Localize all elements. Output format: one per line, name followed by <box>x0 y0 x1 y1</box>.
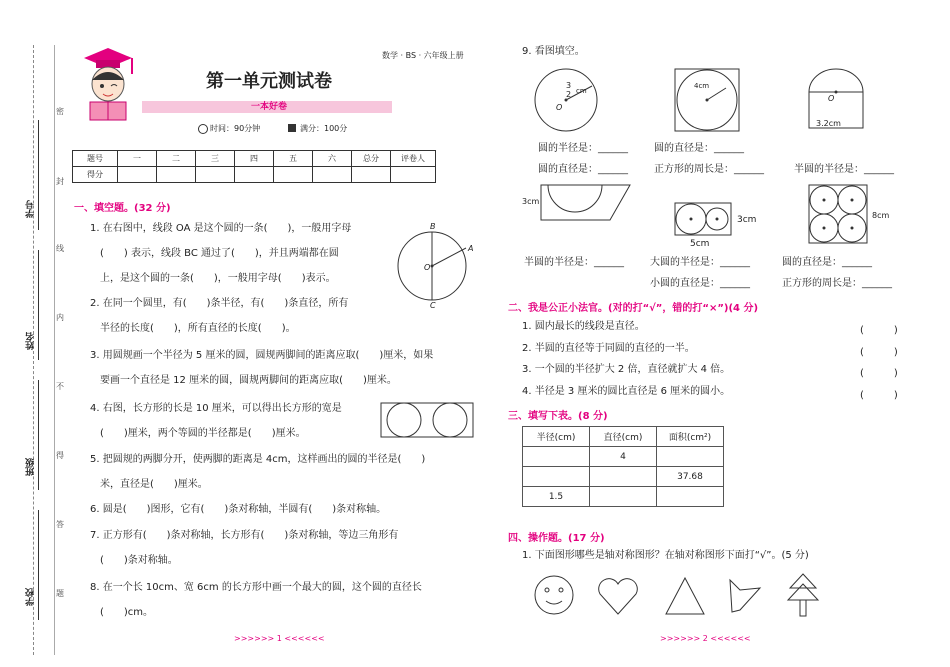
table-cell[interactable] <box>523 467 590 487</box>
width-label: 3.2cm <box>816 119 841 128</box>
table-cell[interactable] <box>657 447 724 467</box>
school-label: 学校 <box>26 588 36 606</box>
binding-char: 不 <box>56 382 64 391</box>
score-input[interactable] <box>274 167 313 183</box>
table-header: 半径(cm) <box>523 427 590 447</box>
question-line: 8. 在一个长 10cm、宽 6cm 的长方形中画一个最大的圆，这个圆的直径长 <box>90 582 422 593</box>
table-cell[interactable] <box>590 467 657 487</box>
binding-char: 密 <box>56 107 64 116</box>
binding-char: 封 <box>56 177 64 186</box>
question-line: 要画一个直径是 12 厘米的圆，圆规两脚间的距离应取( )厘米。 <box>100 375 397 386</box>
table-cell: 五 <box>274 151 313 167</box>
question-line: 2. 在同一个圆里，有( )条半径，有( )条直径，所有 <box>90 298 349 309</box>
point-label-a: A <box>468 244 474 253</box>
trapezoid-semicircle-figure <box>540 184 632 224</box>
judge-item: 2. 半圆的直径等于同圆的直径的一半。 <box>522 343 695 354</box>
class-line[interactable] <box>38 380 39 490</box>
diameter-label: 4cm <box>694 82 710 90</box>
score-input[interactable] <box>391 167 436 183</box>
name-line[interactable] <box>38 250 39 360</box>
table-cell[interactable] <box>523 447 590 467</box>
question-line: 1. 在右图中，线段 OA 是这个圆的一条( )，一般用字母 <box>90 223 352 234</box>
tree-icon <box>786 572 820 618</box>
table-row <box>523 447 724 467</box>
question-line: ( ) 表示，线段 BC 通过了( )，并且两端都在圆 <box>100 248 339 259</box>
binding-char: 题 <box>56 589 64 598</box>
score-input[interactable] <box>235 167 274 183</box>
student-no-line[interactable] <box>38 120 39 230</box>
binding-char: 内 <box>56 313 64 322</box>
subject-label: 数学 · BS · 六年级上册 <box>382 51 464 60</box>
smiley-face-icon <box>533 574 575 616</box>
question-line: ( )cm。 <box>100 607 154 618</box>
section-title: 三、填写下表。(8 分) <box>508 411 608 422</box>
answer-paren[interactable]: ( ) <box>860 325 898 336</box>
answer-paren[interactable]: ( ) <box>860 390 898 401</box>
blank-label: 半圆的半径是：______ <box>794 164 894 175</box>
page-number-right: >>>>>> 2 <<<<<< <box>660 634 751 643</box>
class-label: 班级 <box>26 458 36 476</box>
answer-paren[interactable]: ( ) <box>860 347 898 358</box>
blank-label: 圆的直径是：______ <box>538 164 628 175</box>
question-line: 上，是这个圆的一条( )，一般用字母( )表示。 <box>100 273 336 284</box>
radius-label: 2 <box>566 90 572 99</box>
mascot-avatar <box>78 44 138 124</box>
question-line: 1. 下面图形哪些是轴对称图形？在轴对称图形下面打“√”。(5 分) <box>522 550 809 561</box>
question-line: 4. 右图，长方形的长是 10 厘米，可以得出长方形的宽是 <box>90 403 342 414</box>
point-label-o: O <box>556 103 563 112</box>
score-input[interactable] <box>118 167 157 183</box>
section-title: 四、操作题。(17 分) <box>508 533 605 544</box>
student-no-label: 学号 <box>26 200 36 218</box>
point-label-o: O <box>828 94 835 103</box>
circle-radius-figure <box>532 66 602 136</box>
blank-label: 圆的直径是：______ <box>654 143 744 154</box>
blank-label: 圆的直径是：______ <box>782 257 872 268</box>
table-cell[interactable]: 1.5 <box>523 487 590 507</box>
table-cell: 得分 <box>73 167 118 183</box>
blank-label: 正方形的周长是：______ <box>782 278 892 289</box>
question-line: 3. 用圆规画一个半径为 5 厘米的圆，圆规两脚间的距离应取( )厘米，如果 <box>90 350 434 361</box>
height-label: 3cm <box>737 215 757 225</box>
side-label: 8cm <box>872 211 890 220</box>
binding-line <box>33 45 35 655</box>
score-input[interactable] <box>313 167 352 183</box>
table-cell: 三 <box>196 151 235 167</box>
name-label: 姓名 <box>26 332 36 350</box>
question-line: 9. 看图填空。 <box>522 46 585 57</box>
table-header: 面积(cm²) <box>657 427 724 447</box>
width-label: 5cm <box>690 239 710 249</box>
binding-char: 线 <box>56 244 64 253</box>
question-line: 米，直径是( )厘米。 <box>100 479 208 490</box>
table-row <box>523 427 724 447</box>
radius-label: 3 <box>566 81 572 90</box>
question-line: 5. 把圆规的两脚分开，使两脚的距离是 4cm，这样画出的圆的半径是( ) <box>90 454 426 465</box>
table-row <box>523 467 724 487</box>
time-label: 时间：90分钟 <box>210 124 261 133</box>
answer-paren[interactable]: ( ) <box>860 368 898 379</box>
table-cell: 四 <box>235 151 274 167</box>
judge-item: 4. 半径是 3 厘米的圆比直径是 6 厘米的圆小。 <box>522 386 731 397</box>
question-line: ( )厘米，两个等圆的半径都是( )厘米。 <box>100 428 306 439</box>
blank-label: 大圆的半径是：______ <box>650 257 750 268</box>
judge-item: 1. 圆内最长的线段是直径。 <box>522 321 645 332</box>
question-line: 半径的长度( )，所有直径的长度( )。 <box>100 323 296 334</box>
fill-table <box>522 426 724 507</box>
triangle-icon <box>664 576 706 616</box>
square-four-circles-figure <box>808 184 870 246</box>
table-row <box>73 151 436 167</box>
blank-label: 圆的半径是：______ <box>538 143 628 154</box>
table-cell[interactable] <box>590 487 657 507</box>
table-cell[interactable] <box>657 487 724 507</box>
table-row <box>523 487 724 507</box>
table-cell: 一 <box>118 151 157 167</box>
question-line: 7. 正方形有( )条对称轴，长方形有( )条对称轴，等边三角形有 <box>90 530 399 541</box>
score-input[interactable] <box>352 167 391 183</box>
score-table <box>72 150 436 183</box>
point-label-b: B <box>430 222 436 231</box>
square-circle-figure <box>674 68 742 134</box>
blank-label: 半圆的半径是：______ <box>524 257 624 268</box>
page-number-left: >>>>>> 1 <<<<<< <box>234 634 325 643</box>
question-line: 6. 圆是( )图形，它有( )条对称轴，半圆有( )条对称轴。 <box>90 504 387 515</box>
blank-label: 正方形的周长是：______ <box>654 164 764 175</box>
binding-line-2 <box>54 45 56 655</box>
table-row <box>73 167 436 183</box>
clock-icon <box>198 124 208 134</box>
rect-two-circles-figure <box>674 202 734 238</box>
score-input[interactable] <box>196 167 235 183</box>
blank-label: 小圆的直径是：______ <box>650 278 750 289</box>
unit-label: cm <box>576 87 587 95</box>
score-input[interactable] <box>157 167 196 183</box>
table-cell[interactable]: 37.68 <box>657 467 724 487</box>
score-label: 满分：100分 <box>300 124 348 133</box>
binding-char: 答 <box>56 520 64 529</box>
section-title: 一、填空题。(32 分) <box>74 203 171 214</box>
pencil-icon <box>288 124 296 132</box>
page-title: 第一单元测试卷 <box>206 71 332 92</box>
table-cell: 六 <box>313 151 352 167</box>
brand-label: 一本好卷 <box>251 102 288 112</box>
binding-char: 得 <box>56 451 64 460</box>
rectangle-two-circles-figure <box>380 402 476 440</box>
judge-item: 3. 一个圆的半径扩大 2 倍，直径就扩大 4 倍。 <box>522 364 731 375</box>
height-label: 3cm <box>522 197 540 206</box>
heart-icon <box>596 576 640 616</box>
irregular-shape-icon <box>726 576 766 616</box>
school-line[interactable] <box>38 510 39 620</box>
table-cell[interactable]: 4 <box>590 447 657 467</box>
table-cell: 题号 <box>73 151 118 167</box>
point-label-o: O <box>424 263 431 272</box>
table-cell: 评卷人 <box>391 151 436 167</box>
circle-figure <box>396 218 480 310</box>
table-header: 直径(cm) <box>590 427 657 447</box>
section-title: 二、我是公正小法官。(对的打“√”，错的打“×”)(4 分) <box>508 303 759 314</box>
point-label-c: C <box>430 301 436 310</box>
table-cell: 二 <box>157 151 196 167</box>
table-cell: 总分 <box>352 151 391 167</box>
question-line: ( )条对称轴。 <box>100 555 178 566</box>
